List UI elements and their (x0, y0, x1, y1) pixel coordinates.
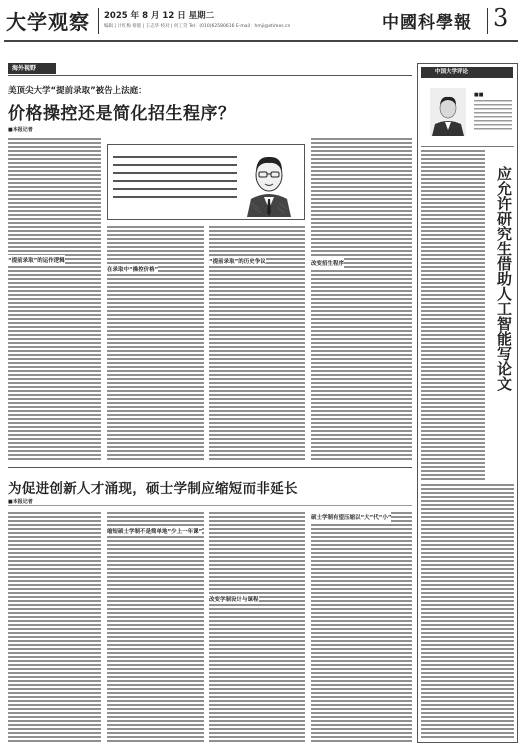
story2-text-column (209, 512, 305, 743)
author-name: ■■ (474, 92, 484, 98)
story1-subhead: “提前录取”的历史争议 (209, 256, 266, 266)
masthead-divider (98, 8, 99, 34)
author-photo (430, 88, 466, 136)
story2-subhead: 硕士学制有望压缩以“大”代“小” (311, 512, 391, 522)
story-divider (8, 505, 412, 506)
pull-quote-text (113, 156, 237, 200)
column-tag: 海外视野 (8, 63, 56, 74)
column-rule (8, 75, 412, 76)
story2-text-column (8, 512, 101, 743)
section-title: 大学观察 (6, 10, 90, 34)
newspaper-logo: 中國科學報 (382, 13, 472, 33)
masthead-divider (487, 8, 488, 34)
masthead-rule (4, 40, 518, 42)
story1-subhead: 在录取中“操控价格” (107, 264, 158, 274)
story1-kicker: 美顶尖大学“提前录取”被告上法庭： (8, 86, 147, 96)
story1-subhead: 改变招生程序 (311, 258, 344, 268)
author-info (474, 100, 512, 130)
editors-line: 编辑 | 计红梅 排版 | 王志华 校对 | 何工劳 Tel：(010)62580616 E-mail：hmji@stimes.cn (104, 24, 291, 29)
story2-text-column (107, 512, 204, 743)
story2-text-column (311, 512, 412, 743)
story1-text-column (209, 226, 305, 462)
portrait-illustration (237, 147, 301, 217)
story1-byline: ■本报记者 (8, 127, 33, 133)
story2-subhead: 改变学制设计与课程 (209, 594, 259, 604)
page-number: 3 (493, 4, 509, 32)
story1-text-column (311, 138, 412, 462)
story1-subhead: “提前录取”的运作逻辑 (8, 255, 65, 265)
story1-text-column (107, 226, 204, 462)
story2-subhead: 缩短硕士学制不是简单地“少上一年课” (107, 526, 202, 536)
opinion-column-tag: 中国大学评论 (421, 67, 513, 78)
issue-date: 2025 年 8 月 12 日 星期二 (104, 11, 215, 21)
story1-text-column (8, 138, 101, 462)
opinion-text-column (421, 484, 514, 739)
story2-byline: ■本报记者 (8, 499, 33, 505)
story2-headline: 为促进创新人才涌现，硕士学制应缩短而非延长 (8, 481, 298, 497)
opinion-title: 应允许研究生借助人工智能写论文 (495, 166, 513, 391)
story1-headline: 价格操控还是简化招生程序？ (8, 104, 236, 124)
story-divider (8, 467, 412, 468)
opinion-rule (421, 146, 514, 147)
opinion-text-column (421, 150, 485, 480)
